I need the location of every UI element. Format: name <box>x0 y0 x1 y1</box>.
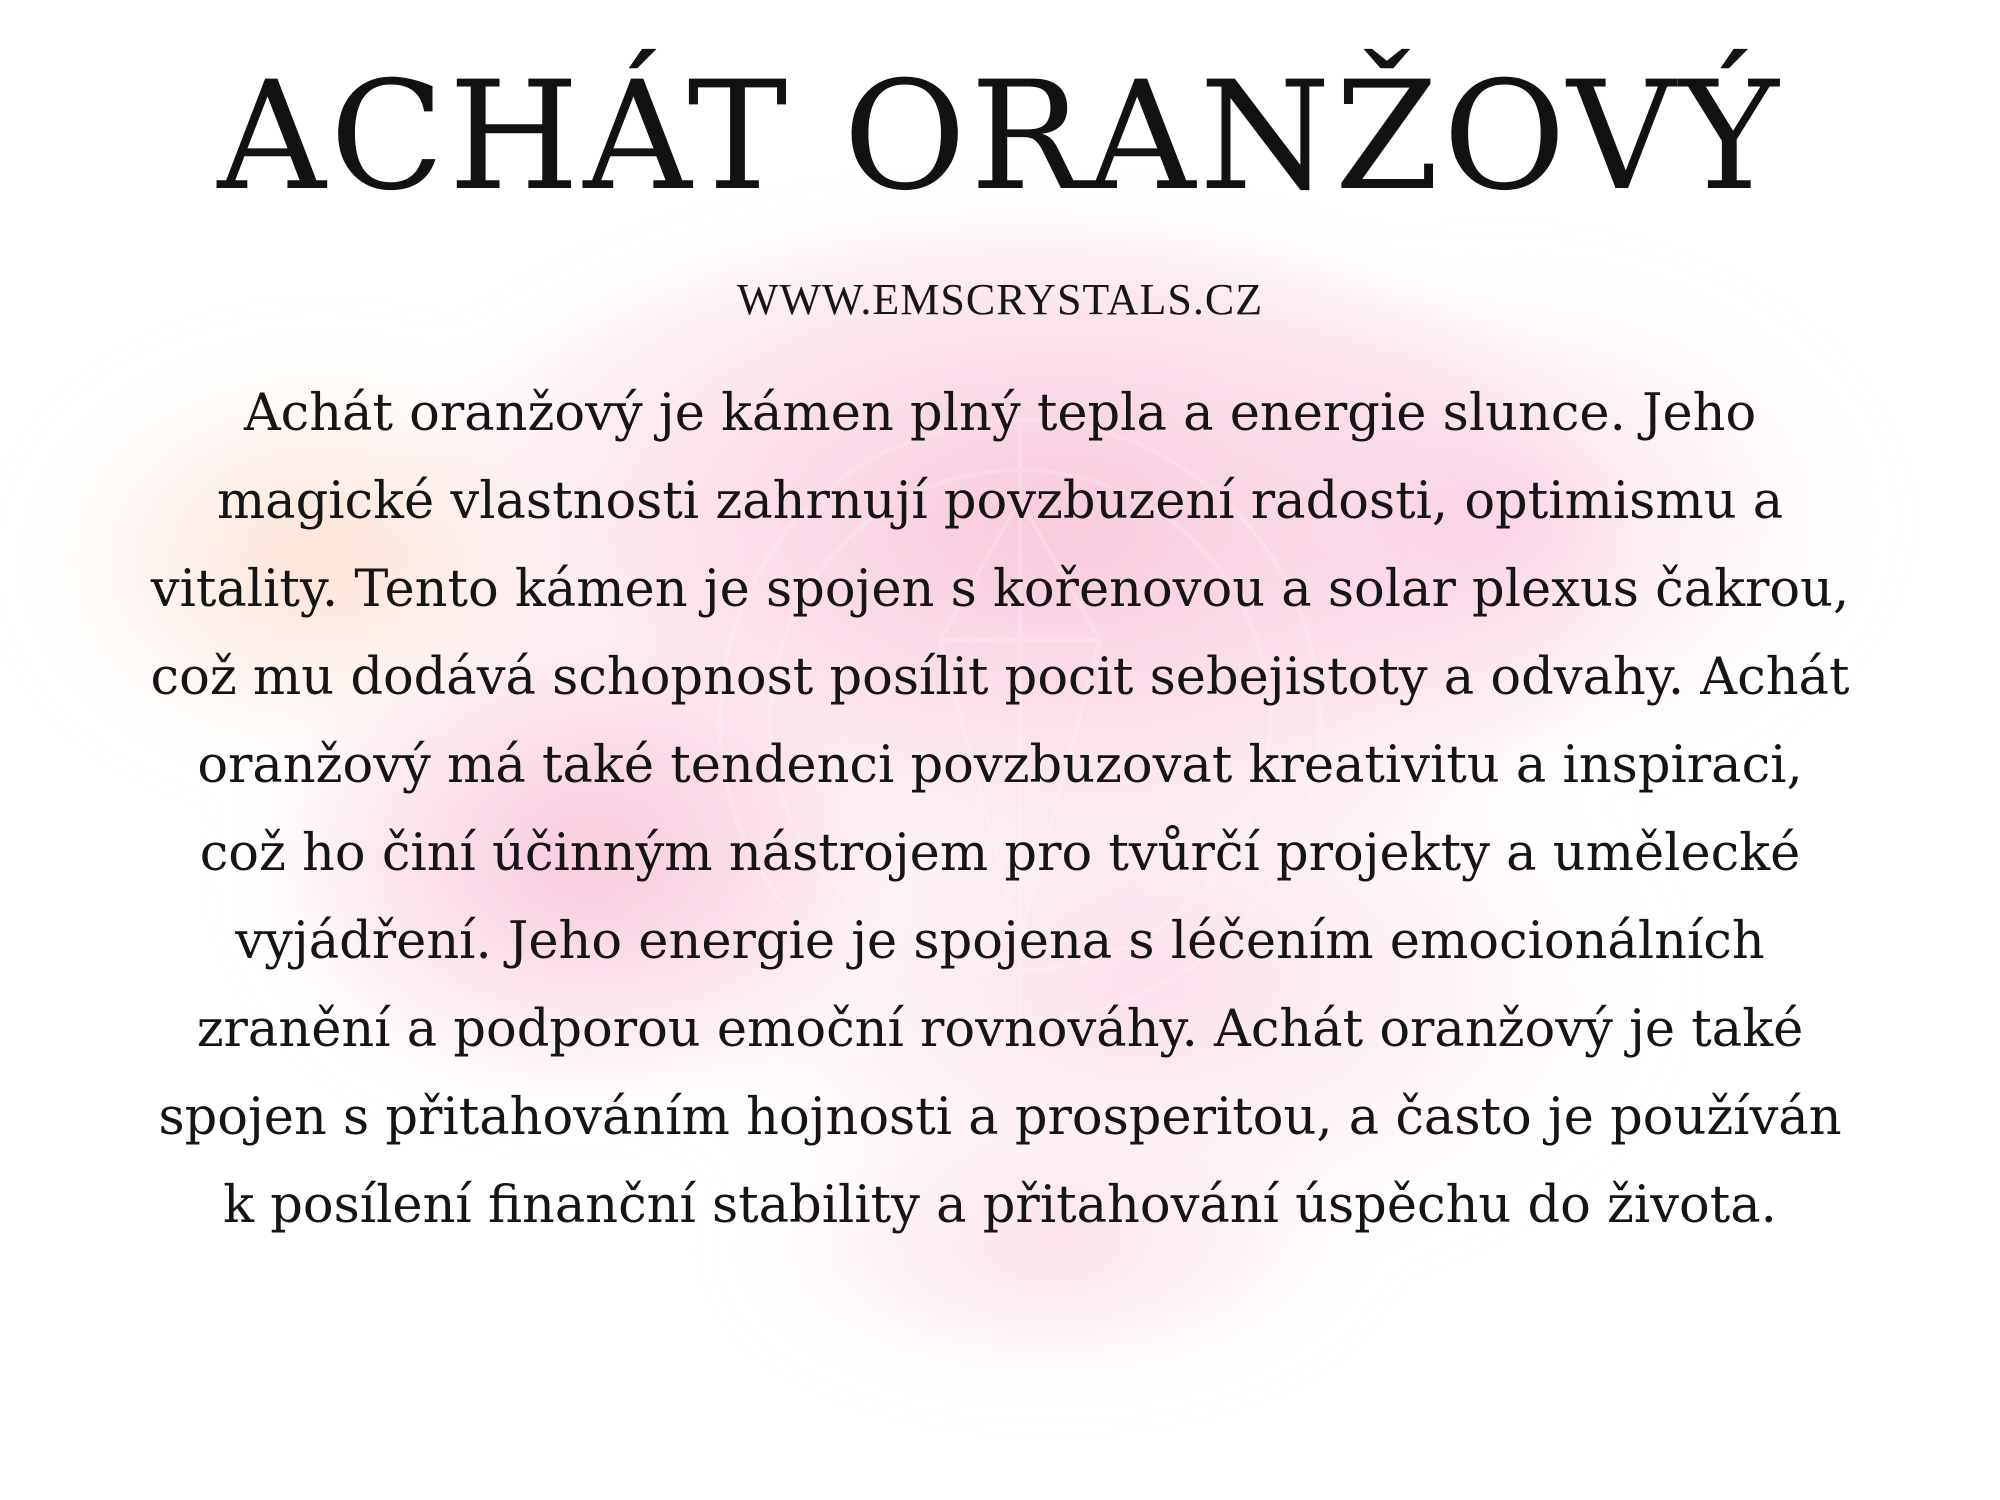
page-title: ACHÁT ORANŽOVÝ <box>217 50 1783 224</box>
paragraph-line: vitality. Tento kámen je spojen s kořenovou a solar plexus čakrou, <box>150 560 1850 619</box>
paragraph-line: což mu dodává schopnost posílit pocit sebejistoty a odvahy. Achát <box>150 648 1850 707</box>
paragraph-line: spojen s přitahováním hojnosti a prosperitou, a často je používán <box>158 1088 1842 1147</box>
website-url: WWW.EMSCRYSTALS.CZ <box>736 275 1264 324</box>
paragraph-line: oranžový má také tendenci povzbuzovat kreativitu a inspiraci, <box>197 736 1803 795</box>
paragraph-line: k posílení finanční stability a přitahování úspěchu do života. <box>223 1176 1777 1235</box>
paragraph-line: magické vlastnosti zahrnují povzbuzení radosti, optimismu a <box>216 472 1784 531</box>
paragraph-line: vyjádření. Jeho energie je spojena s léčením emocionálních <box>235 912 1765 971</box>
paragraph-line: Achát oranžový je kámen plný tepla a energie slunce. Jeho <box>243 384 1757 443</box>
description-paragraph <box>30 370 1970 1250</box>
paragraph-line: což ho činí účinným nástrojem pro tvůrčí projekty a umělecké <box>199 824 1801 883</box>
paragraph-line: zranění a podporou emoční rovnováhy. Achát oranžový je také <box>196 1000 1804 1059</box>
